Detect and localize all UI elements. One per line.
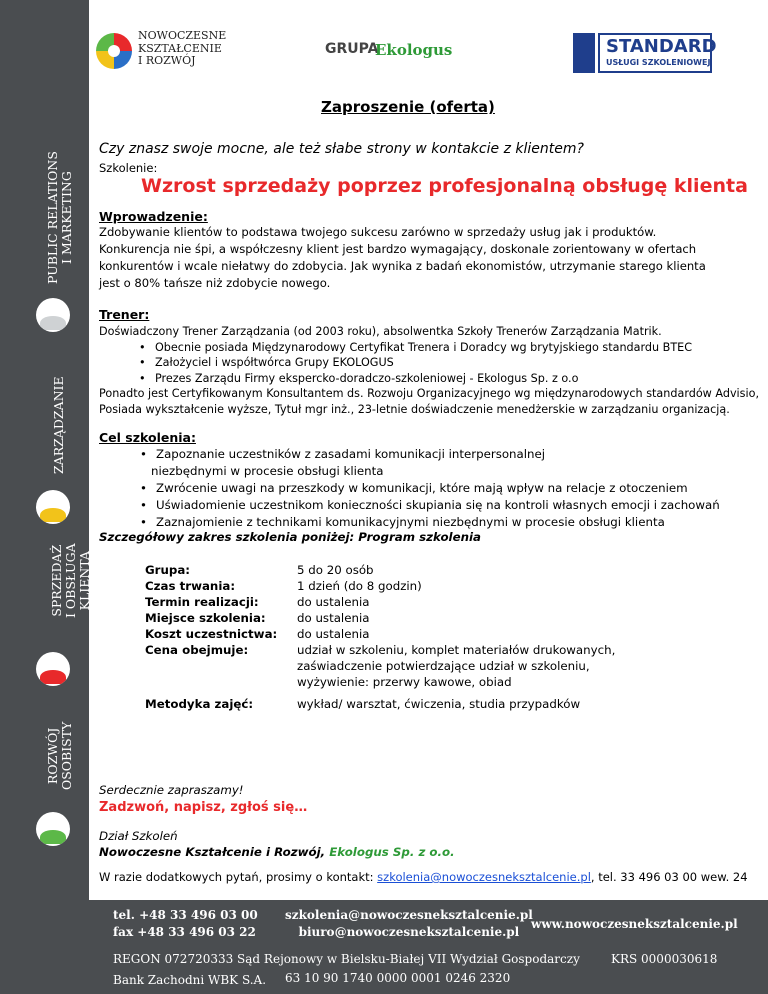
footer-bank: Bank Zachodni WBK S.A. (113, 973, 267, 987)
program-note: Szczegółowy zakres szkolenia poniżej: Program szkolenia (99, 530, 482, 544)
footer-email-2[interactable]: biuro@nowoczesneksztalcenie.pl (298, 925, 520, 939)
organization: Nowoczesne Kształcenie i Rozwój, Ekologus Sp. z o.o. (99, 845, 455, 859)
ekologus-logo (325, 38, 477, 62)
training-label: Szkolenie: (99, 161, 158, 175)
standard-logo-title: STANDARD (606, 36, 717, 57)
greeting: Serdecznie zapraszamy! (99, 783, 244, 797)
nksr-logo-line1: NOWOCZESNE (138, 29, 227, 42)
sidebar-leaf-icon (36, 298, 70, 332)
page-title: Zaproszenie (oferta) (321, 98, 495, 116)
intro-heading: Wprowadzenie: (99, 209, 208, 224)
goal-section (99, 446, 720, 531)
nksr-logo-line3: I ROZWÓJ (138, 54, 196, 67)
goal-heading: Cel szkolenia: (99, 430, 196, 445)
contact-line: W razie dodatkowych pytań, prosimy o kontakt: szkolenia@nowoczesneksztalcenie.pl, tel. 33 496 03 00 wew. 24 (99, 870, 748, 884)
sidebar-label-management: ZARZĄDZANIE (51, 376, 66, 474)
sidebar-leaf-icon (36, 812, 70, 846)
footer-website-link[interactable]: www.nowoczesneksztalcenie.pl (531, 917, 738, 931)
call-to-action: Zadzwoń, napisz, zgłoś się… (99, 800, 308, 815)
header (89, 0, 768, 82)
footer-krs: KRS 0000030618 (611, 952, 718, 966)
standard-logo-subtitle: USŁUGI SZKOLENIOWEJ (606, 58, 711, 67)
footer-phones: tel. +48 33 496 03 00 fax +48 33 496 03 22 (113, 908, 258, 939)
goal-bullet: • Zwrócenie uwagi na przeszkody w komunikacji, które mają wpływ na relacje z otoczeniem (156, 480, 720, 497)
nksr-logo (94, 29, 254, 75)
nksr-logo-icon (94, 31, 134, 71)
sidebar-label-sales: SPRZEDAŻ I OBSŁUGA KLIENTA (49, 543, 92, 618)
footer-emails (285, 907, 533, 941)
trainer-bullet: • Obecnie posiada Międzynarodowy Certyfikat Trenera i Doradcy wg brytyjskiego standardu BTEC (155, 340, 759, 356)
contact-email-link[interactable]: szkolenia@nowoczesneksztalcenie.pl (377, 870, 591, 884)
intro-paragraph: Zdobywanie klientów to podstawa twojego sukcesu zarówno w sprzedaży usług jak i produktów. Konkurencja nie śpi, a współczesny klient jest bardzo wymagający, doskonale zorientowany w ofertach konkurentów i wcale niełatwy do zdobycia. Jak wynika z badań ekonomistów, utrzymanie starego klienta jest o 80% tańsze niż zdobycie nowego. (99, 225, 706, 290)
organization-ekologus: Ekologus Sp. z o.o. (329, 845, 455, 859)
sidebar-label-pr: PUBLIC RELATIONS I MARKETING (45, 151, 74, 284)
trainer-section: Doświadczony Trener Zarządzania (od 2003 roku), absolwentka Szkoły Trenerów Zarządzania Matrik. • Obecnie posiada Międzynarodowy Certyfikat Trenera i Doradcy wg brytyjskiego standardu BTEC • Założyciel i współtwórca Grupy EKOLOGUS • Prezes Zarządu Firmy ekspercko-doradczo-szkoleniowej - Ekologus Sp. z o.o Ponadto jest Certyfikowanym Konsultantem ds. Rozwoju Organizacyjnego wg międzynarodowych standardów Advisio, Posiada wykształcenie wyższe, Tytuł mgr inż., 23-letnie doświadczenie menedżerskie w zarządzaniu organizacją. (99, 324, 759, 417)
footer-email-1[interactable]: szkolenia@nowoczesneksztalcenie.pl (285, 908, 533, 922)
training-title: Wzrost sprzedaży poprzez profesjonalną obsługę klienta (141, 175, 748, 197)
footer (89, 900, 768, 994)
sidebar (0, 0, 92, 994)
trainer-heading: Trener: (99, 307, 150, 322)
goal-bullet: • Zaznajomienie z technikami komunikacyjnymi niezbędnymi w procesie obsługi klienta (156, 514, 720, 531)
department: Dział Szkoleń (99, 829, 178, 843)
sidebar-leaf-icon (36, 490, 70, 524)
footer-regon: REGON 072720333 Sąd Rejonowy w Bielsku-Białej VII Wydział Gospodarczy (113, 952, 580, 966)
nksr-logo-line2: KSZTAŁCENIE (138, 41, 222, 55)
footer-account: 63 10 90 1740 0000 0001 0246 2320 (285, 971, 511, 985)
standard-logo (573, 33, 723, 75)
details-table: Grupa: 5 do 20 osób Czas trwania: 1 dzień (do 8 godzin) Termin realizacji: do ustalenia Miejsce szkolenia: do ustalenia Koszt uczestnictwa: do ustalenia Cena obejmuje: udział w szkoleniu, komplet materiałów drukowanych, zaświadczenie potwierdzające udział w szkoleniu, wyżywienie: przerwy kawowe, obiad Metodyka zajęć: wykład/ warsztat, ćwiczenia, studia przypadków (145, 563, 616, 711)
trainer-bullet: • Założyciel i współtwórca Grupy EKOLOGUS (155, 355, 759, 371)
trainer-bullet: • Prezes Zarządu Firmy ekspercko-doradczo-szkoleniowej - Ekologus Sp. z o.o (155, 371, 759, 387)
intro-question: Czy znasz swoje mocne, ale też słabe strony w kontakcie z klientem? (99, 141, 584, 157)
goal-bullet: • Uświadomienie uczestnikom konieczności skupiania się na kontroli własnych emocji i zachowań (156, 497, 720, 514)
goal-bullet: • Zapoznanie uczestników z zasadami komunikacji interpersonalnej niezbędnymi w procesie obsługi klienta (156, 446, 720, 480)
ekologus-logo-name: Ekologus (375, 41, 453, 59)
sidebar-label-personal: ROZWÓJ OSOBISTY (45, 721, 74, 790)
sidebar-leaf-icon (36, 652, 70, 686)
ekologus-logo-prefix: GRUPA (325, 41, 379, 57)
standard-logo-badge (573, 33, 595, 73)
